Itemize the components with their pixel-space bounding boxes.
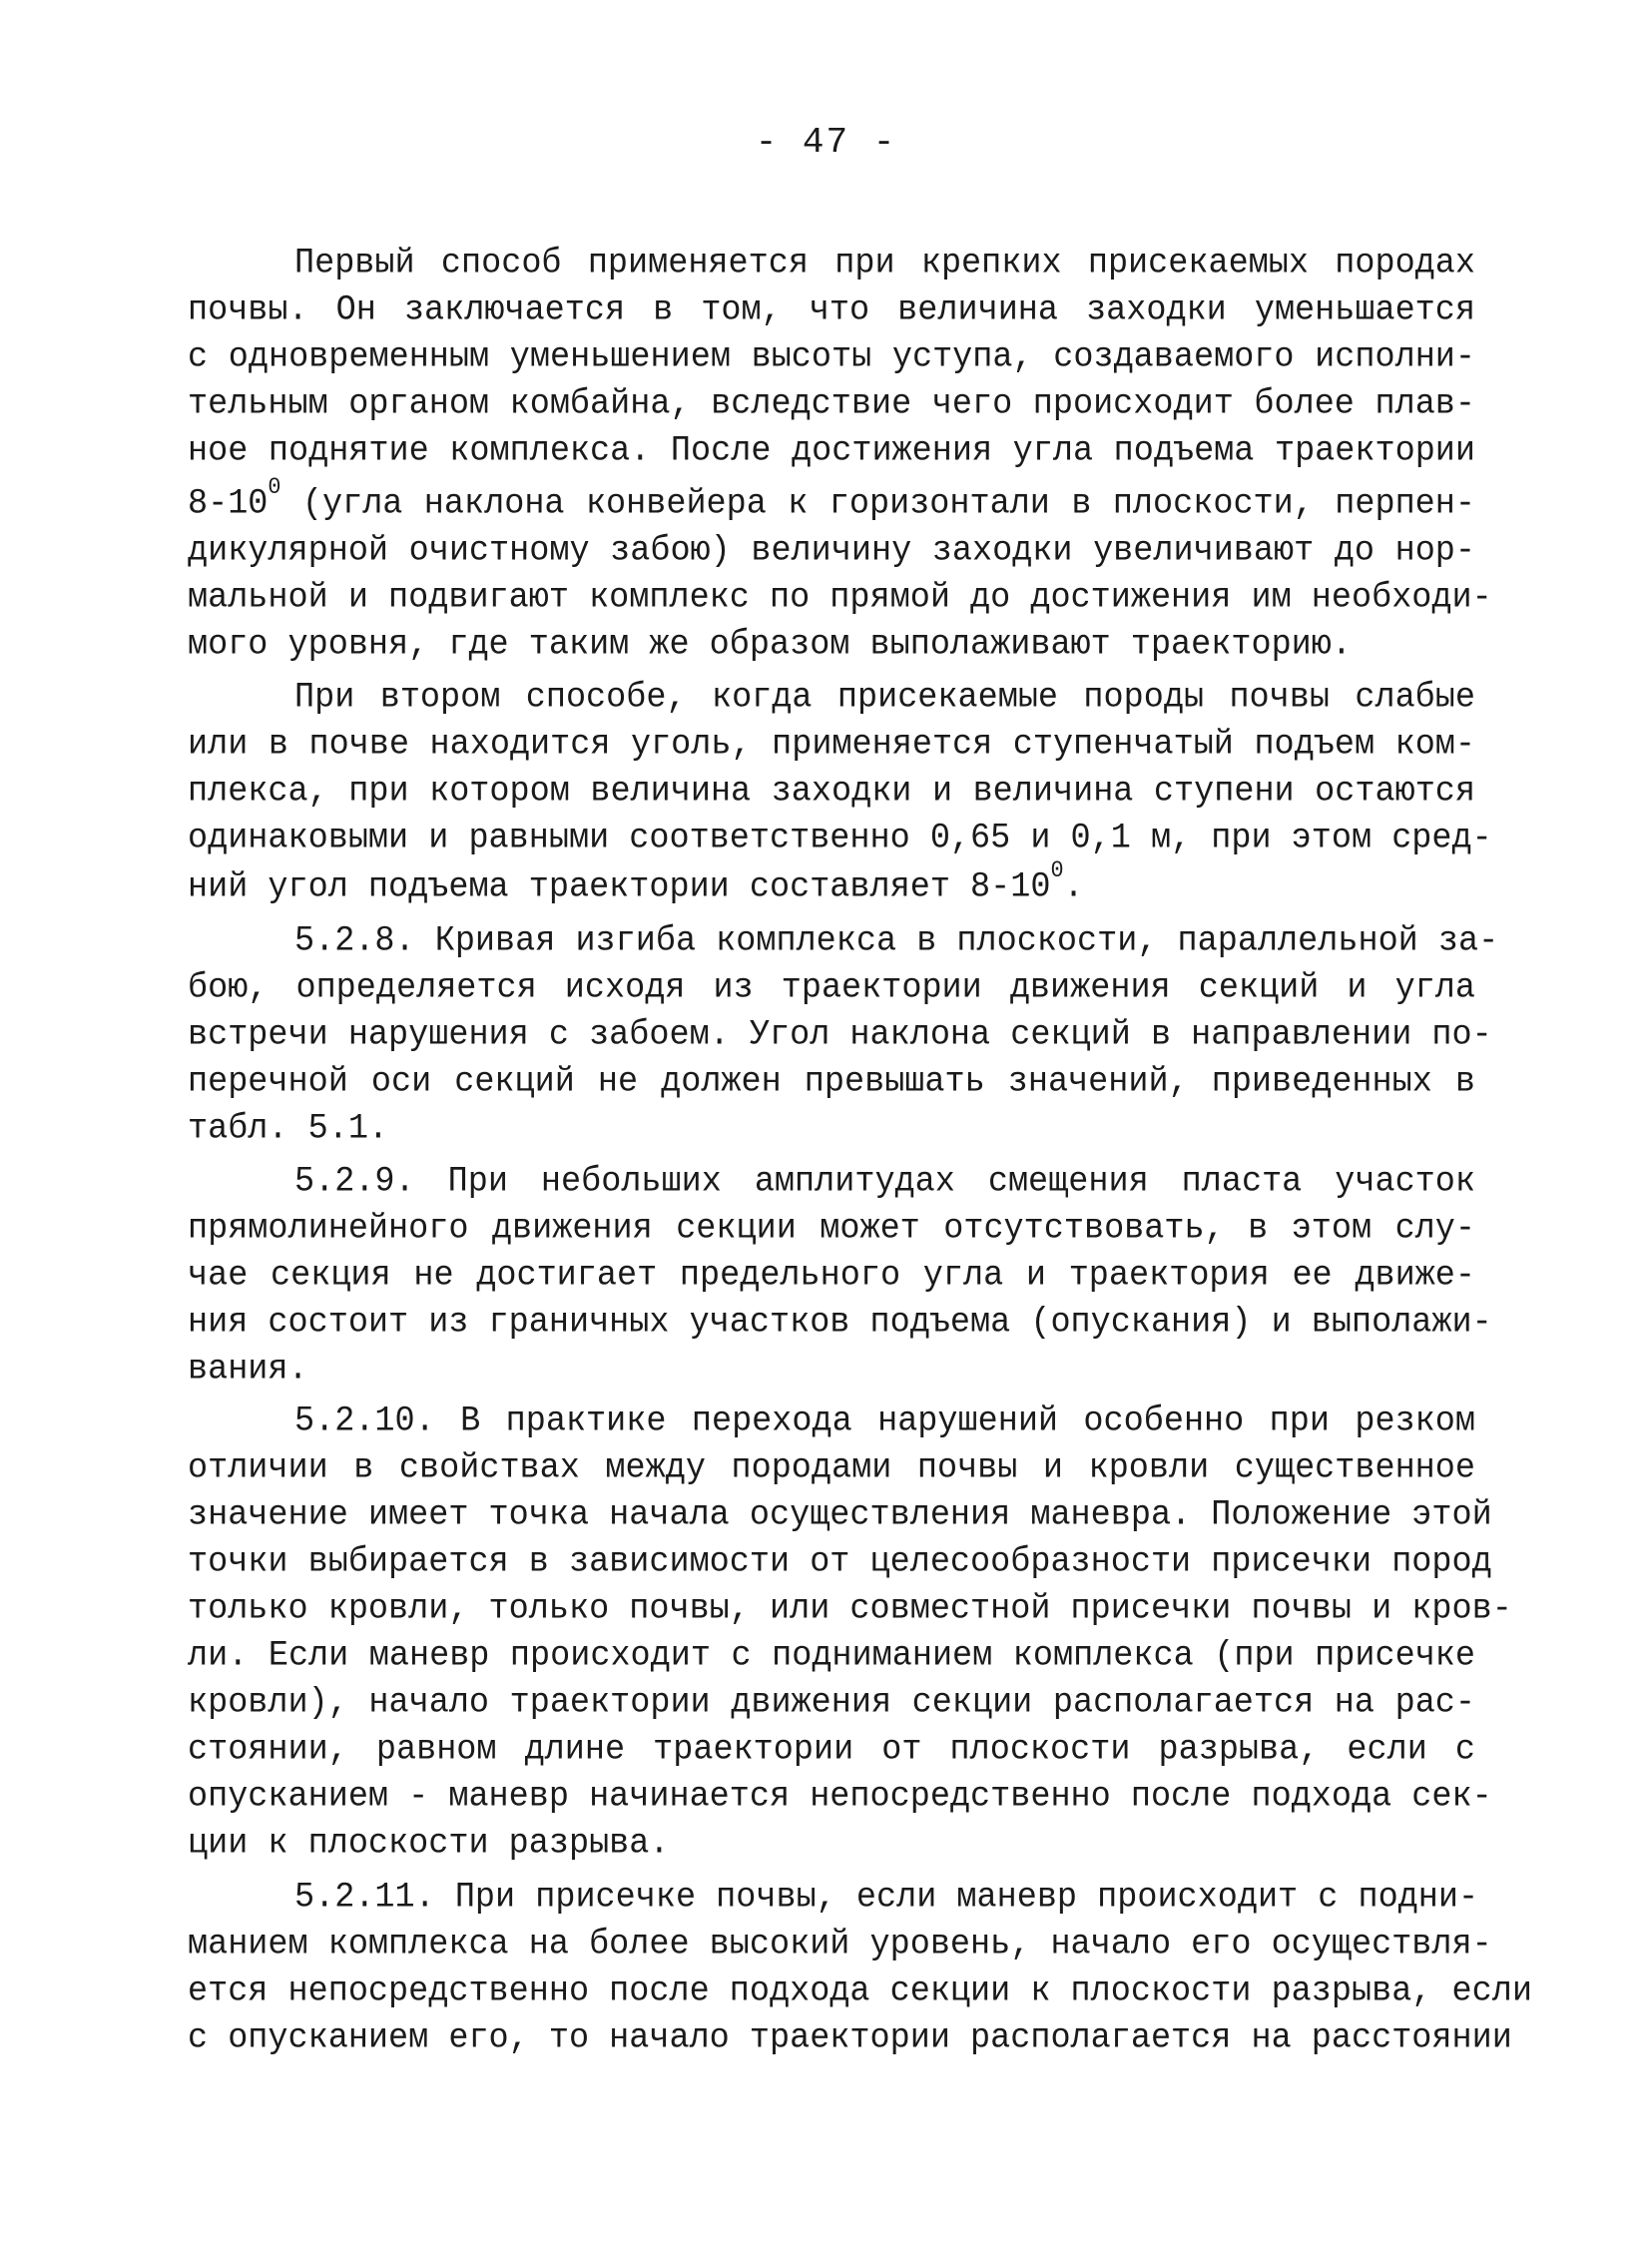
text-line: только кровли, только почвы, или совместной присечки почвы и кров-: [188, 1589, 1512, 1629]
text-line-with-superscript: [188, 474, 1475, 525]
text-line: или в почве находится уголь, применяется ступенчатый подъем ком-: [188, 725, 1475, 765]
text-line: точки выбирается в зависимости от целесообразности присечки пород: [188, 1542, 1492, 1582]
text-line: мого уровня, где таким же образом выполаживают траекторию.: [188, 625, 1352, 665]
text-line: одинаковыми и равными соответственно 0,65 и 0,1 м, при этом сред-: [188, 819, 1492, 858]
text-line-with-superscript: [188, 857, 1475, 908]
text-line: 5.2.8. Кривая изгиба комплекса в плоскости, параллельной за-: [294, 921, 1499, 961]
text-line: ется непосредственно после подхода секции к плоскости разрыва, если: [188, 1971, 1532, 2011]
text-line: чае секция не достигает предельного угла и траектория ее движе-: [188, 1256, 1475, 1296]
text-line: значение имеет точка начала осуществления маневра. Положение этой: [188, 1495, 1492, 1535]
text-line: ли. Если маневр происходит с подниманием комплекса (при присечке: [188, 1636, 1475, 1676]
text-line: тельным органом комбайна, вследствие чего происходит более плав-: [188, 384, 1475, 424]
text-line: ное поднятие комплекса. После достижения угла подъема траектории: [188, 431, 1475, 471]
degree-superscript: 0: [268, 474, 281, 501]
text-line: ции к плоскости разрыва.: [188, 1824, 670, 1864]
text-line: ния состоит из граничных участков подъема (опускания) и выполажи-: [188, 1303, 1492, 1343]
text-line: стоянии, равном длине траектории от плоскости разрыва, если с: [188, 1730, 1475, 1770]
text-line: встречи нарушения с забоем. Угол наклона секций в направлении по-: [188, 1015, 1492, 1055]
degree-superscript: 0: [1050, 857, 1064, 884]
text-fragment: (угла наклона конвейера к горизонтали в плоскости, перпен-: [301, 484, 1475, 524]
text-fragment: .: [1063, 867, 1084, 907]
text-line: почвы. Он заключается в том, что величина заходки уменьшается: [188, 290, 1475, 330]
text-line: 5.2.10. В практике перехода нарушений особенно при резком: [294, 1401, 1475, 1441]
text-line: При втором способе, когда присекаемые породы почвы слабые: [294, 678, 1475, 718]
text-line: мальной и подвигают комплекс по прямой до достижения им необходи-: [188, 578, 1492, 618]
text-line: перечной оси секций не должен превышать значений, приведенных в: [188, 1062, 1475, 1102]
text-line: плекса, при котором величина заходки и величина ступени остаются: [188, 772, 1475, 812]
text-line: опусканием - маневр начинается непосредственно после подхода сек-: [188, 1777, 1492, 1817]
page-number: - 47 -: [755, 122, 897, 163]
text-line: табл. 5.1.: [188, 1109, 389, 1149]
text-line: отличии в свойствах между породами почвы и кровли существенное: [188, 1448, 1475, 1488]
text-fragment: ний угол подъема траектории составляет 8-10: [188, 867, 1051, 907]
text-line: 5.2.11. При присечке почвы, если маневр происходит с подни-: [294, 1878, 1479, 1918]
text-line: манием комплекса на более высокий уровень, начало его осуществля-: [188, 1925, 1492, 1964]
text-line: дикулярной очистному забою) величину заходки увеличивают до нор-: [188, 531, 1475, 571]
text-line: бою, определяется исходя из траектории движения секций и угла: [188, 968, 1475, 1008]
text-line: кровли), начало траектории движения секции располагается на рас-: [188, 1683, 1475, 1723]
text-line: с опусканием его, то начало траектории располагается на расстоянии: [188, 2018, 1512, 2058]
text-line: вания.: [188, 1350, 308, 1390]
text-line: с одновременным уменьшением высоты уступа, создаваемого исполни-: [188, 337, 1475, 377]
text-line: 5.2.9. При небольших амплитудах смещения пласта участок: [294, 1162, 1475, 1202]
text-line: прямолинейного движения секции может отсутствовать, в этом слу-: [188, 1209, 1475, 1249]
text-line: Первый способ применяется при крепких присекаемых породах: [294, 244, 1475, 283]
text-fragment: 8-10: [188, 484, 269, 524]
